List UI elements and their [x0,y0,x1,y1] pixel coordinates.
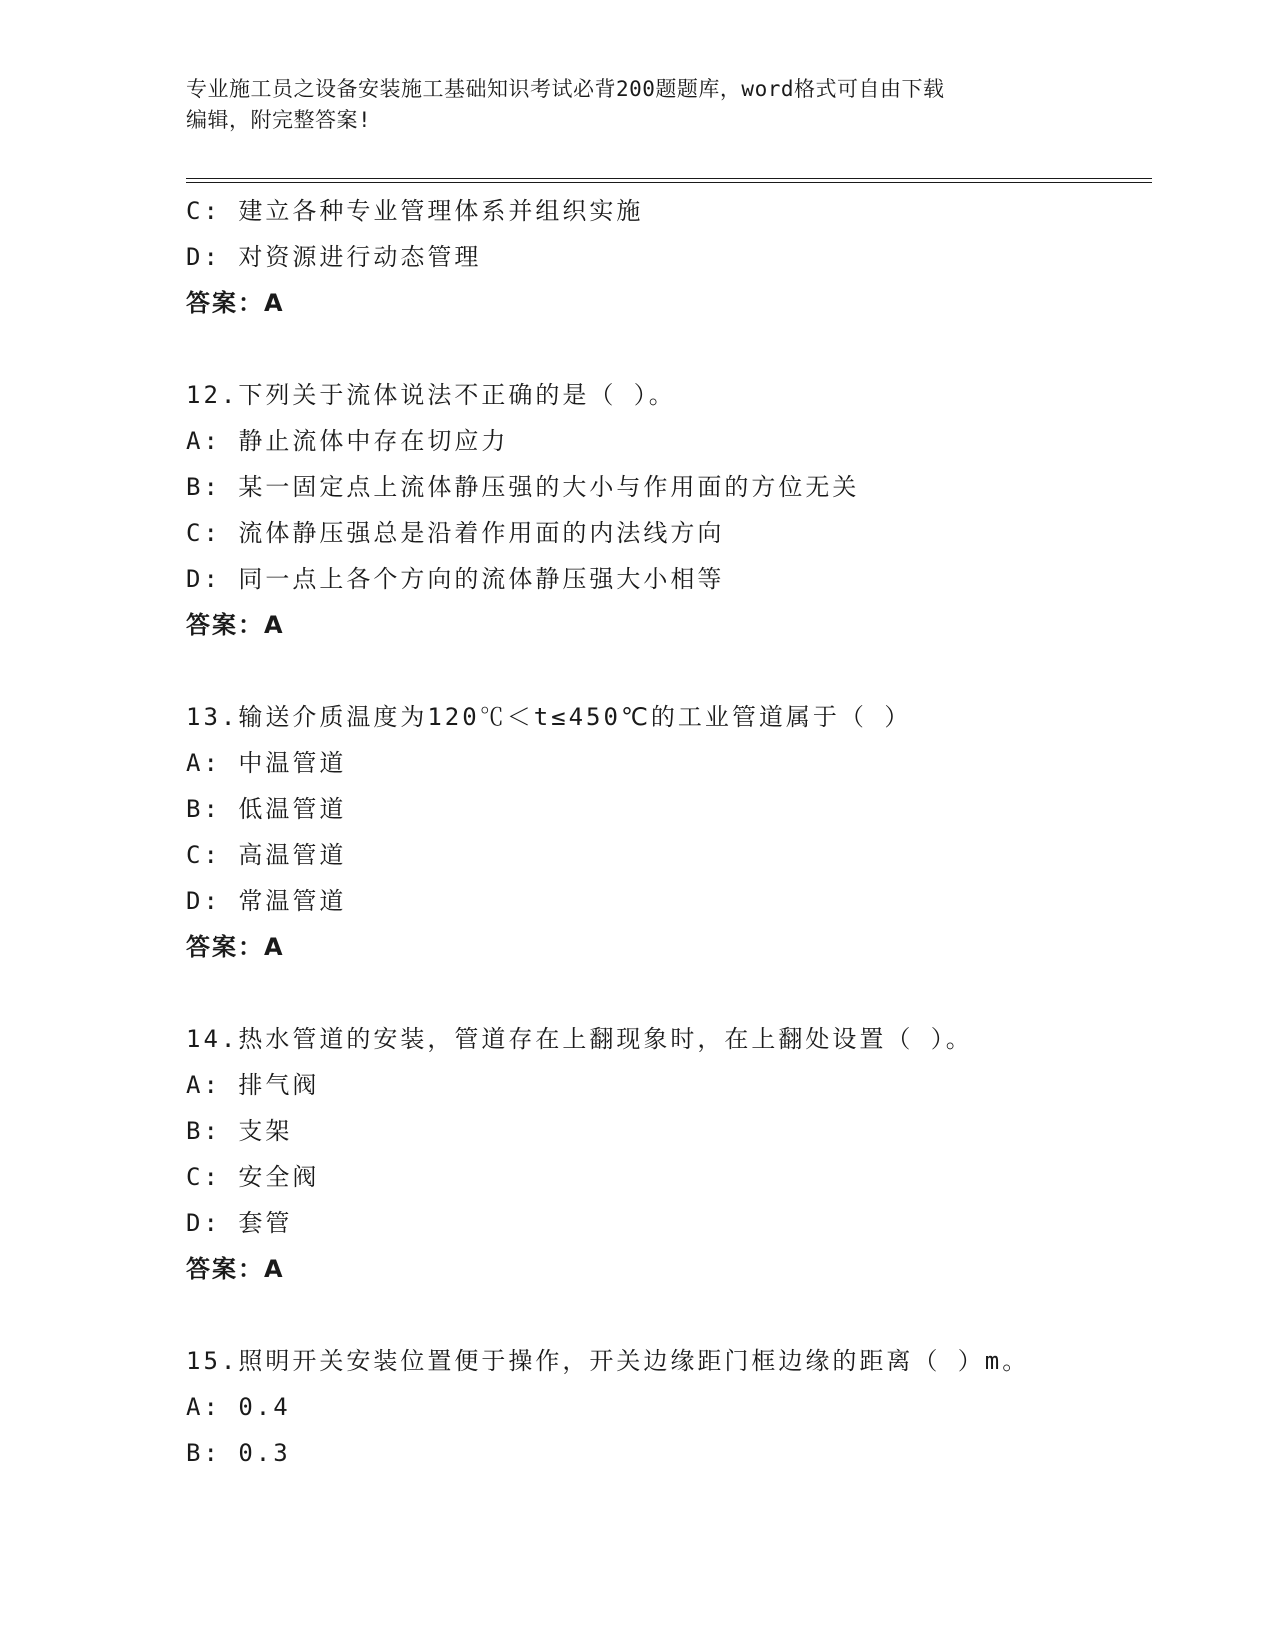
question-title: 13.输送介质温度为120℃＜t≤450℃的工业管道属于（ ） [186,703,912,731]
option-d: D: 同一点上各个方向的流体静压强大小相等 [186,565,725,593]
question-13 [186,694,1152,970]
option-b: B: 支架 [186,1117,293,1145]
question-15 [186,1338,1152,1476]
option-c: C: 安全阀 [186,1163,320,1191]
question-14 [186,1016,1152,1292]
option-a: A: 0.4 [186,1393,291,1421]
header-divider [186,178,1152,183]
spacer [186,1292,1152,1338]
document-page [186,0,1156,1650]
spacer [186,326,1152,372]
answer-label: 答案：A [186,289,285,317]
option-a: A: 中温管道 [186,749,347,777]
option-b: B: 0.3 [186,1439,291,1467]
option-d: D: 套管 [186,1209,293,1237]
answer-label: 答案：A [186,1255,285,1283]
answer-label: 答案：A [186,933,285,961]
option-b: B: 低温管道 [186,795,347,823]
question-title: 14.热水管道的安装，管道存在上翻现象时，在上翻处设置（ ）。 [186,1025,973,1053]
question-list [186,188,1152,1476]
header-line-1: 专业施工员之设备安装施工基础知识考试必背200题题库，word格式可自由下载 [186,77,945,101]
option-d: D: 常温管道 [186,887,347,915]
option-c: C: 建立各种专业管理体系并组织实施 [186,197,644,225]
option-a: A: 静止流体中存在切应力 [186,427,509,455]
document-header [186,74,1066,136]
option-d: D: 对资源进行动态管理 [186,243,482,271]
spacer [186,648,1152,694]
answer-label: 答案：A [186,611,285,639]
spacer [186,970,1152,1016]
option-b: B: 某一固定点上流体静压强的大小与作用面的方位无关 [186,473,860,501]
header-line-2: 编辑，附完整答案! [186,108,372,132]
option-c: C: 高温管道 [186,841,347,869]
question-title: 15.照明开关安装位置便于操作，开关边缘距门框边缘的距离（ ）m。 [186,1347,1030,1375]
question-title: 12.下列关于流体说法不正确的是（ ）。 [186,381,676,409]
option-c: C: 流体静压强总是沿着作用面的内法线方向 [186,519,725,547]
question-12 [186,372,1152,648]
option-a: A: 排气阀 [186,1071,320,1099]
question-11-continued [186,188,1152,326]
